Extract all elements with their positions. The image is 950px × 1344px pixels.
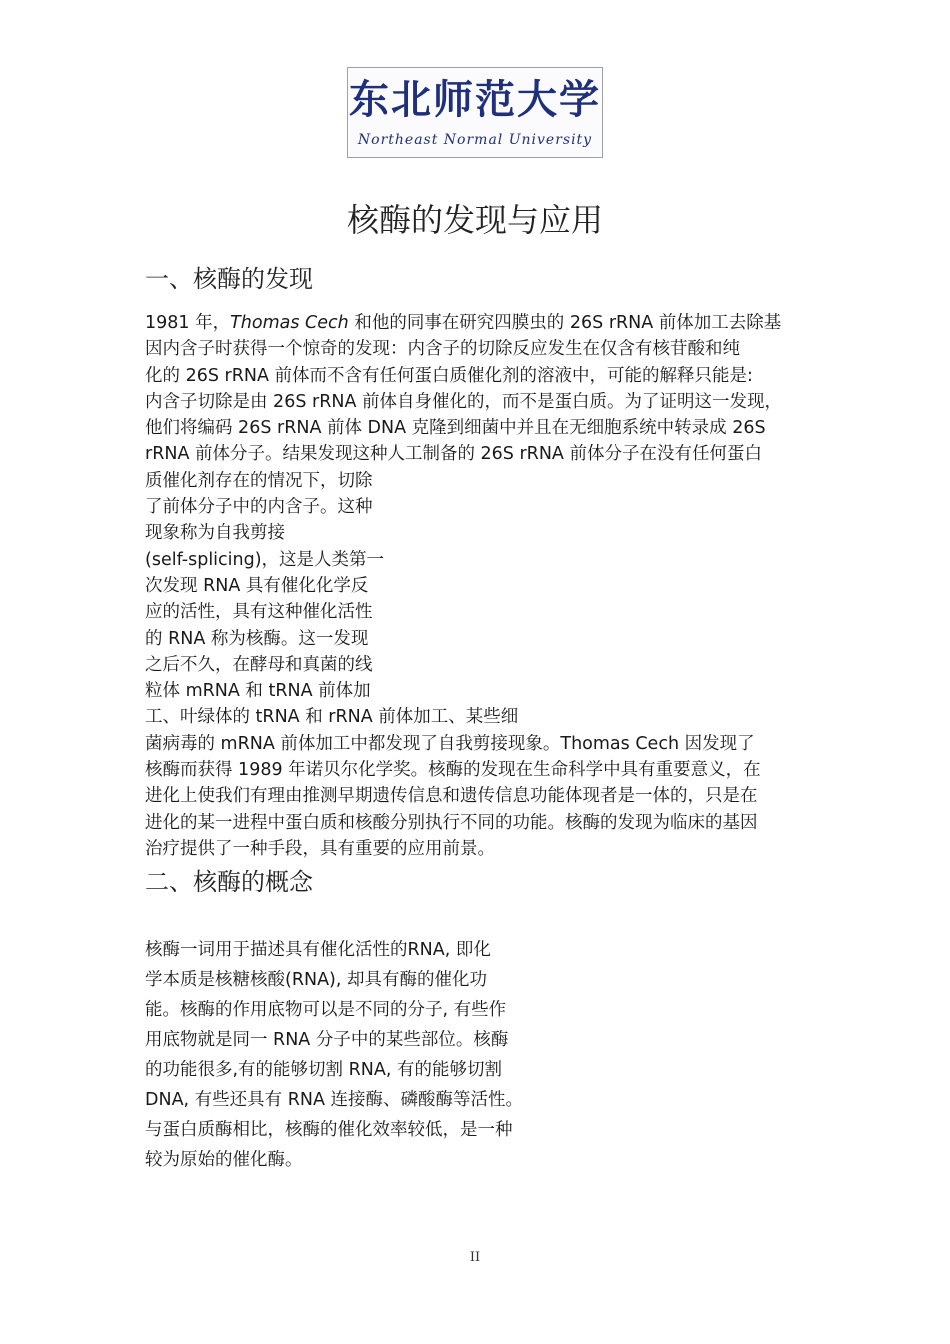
logo-english-name: Northeast Normal University xyxy=(357,132,593,148)
paragraph-line: 与蛋白质酶相比，核酶的催化效率较低，是一种 xyxy=(145,1120,513,1140)
paragraph-line: rRNA 前体分子。结果发现这种人工制备的 26S rRNA 前体分子在没有任何蛋白 xyxy=(145,444,762,465)
paragraph-line: 1981 年，Thomas Cech 和他的同事在研究四膜虫的 26S rRNA 前体加工去除基 xyxy=(145,313,782,333)
university-logo xyxy=(347,67,603,158)
paragraph-line: 学本质是核糖核酸(RNA), 却具有酶的催化功 xyxy=(145,970,488,990)
paragraph-line: 应的活性，具有这种催化活性 xyxy=(145,602,373,623)
paragraph-line: 工、叶绿体的 tRNA 和 rRNA 前体加工、某些细 xyxy=(145,707,519,728)
paragraph-line: 进化上使我们有理由推测早期遗传信息和遗传信息功能体现者是一体的，只是在 xyxy=(145,786,758,807)
paragraph-line: 质催化剂存在的情况下，切除 xyxy=(145,470,373,491)
paragraph-line: 现象称为自我剪接 xyxy=(145,523,285,544)
paragraph-line: 的功能很多,有的能够切割 RNA, 有的能够切割 xyxy=(145,1060,502,1080)
paragraph-line: (self-splicing)，这是人类第一 xyxy=(145,549,385,570)
paragraph-line: 粒体 mRNA 和 tRNA 前体加 xyxy=(145,681,371,702)
paragraph-line: 用底物就是同一 RNA 分子中的某些部位。核酶 xyxy=(145,1030,509,1050)
section-1-heading: 一、核酶的发现 xyxy=(145,265,313,293)
paragraph-line: 次发现 RNA 具有催化化学反 xyxy=(145,575,369,596)
section-2-paragraph xyxy=(145,935,523,1175)
paragraph-line: 菌病毒的 mRNA 前体加工中都发现了自我剪接现象。Thomas Cech 因发现了 xyxy=(145,733,755,754)
paragraph-line: 了前体分子中的内含子。这种 xyxy=(145,497,373,518)
paragraph-line: 内含子切除是由 26S rRNA 前体自身催化的，而不是蛋白质。为了证明这一发现， xyxy=(145,391,782,412)
paragraph-line: 化的 26S rRNA 前体而不含有任何蛋白质催化剂的溶液中，可能的解释只能是: xyxy=(145,365,753,386)
paragraph-line: 他们将编码 26S rRNA 前体 DNA 克隆到细菌中并且在无细胞系统中转录成 26S xyxy=(145,418,766,439)
paragraph-line: DNA, 有些还具有 RNA 连接酶、磷酸酶等活性。 xyxy=(145,1090,524,1110)
page-number: II xyxy=(469,1250,481,1265)
logo-chinese-name: 东北师范大学 xyxy=(349,76,601,123)
section-1-paragraph xyxy=(145,310,782,862)
paragraph-line: 较为原始的催化酶。 xyxy=(145,1150,303,1170)
paragraph-line: 因内含子时获得一个惊奇的发现：内含子的切除反应发生在仅含有核苷酸和纯 xyxy=(145,339,740,360)
paragraph-line: 的 RNA 称为核酶。这一发现 xyxy=(145,628,369,649)
paragraph-line: 核酶一词用于描述具有催化活性的RNA, 即化 xyxy=(145,940,491,960)
paragraph-line: 进化的某一进程中蛋白质和核酸分别执行不同的功能。核酶的发现为临床的基因 xyxy=(145,812,758,833)
paragraph-line: 之后不久，在酵母和真菌的线 xyxy=(145,654,373,675)
paragraph-line: 核酶而获得 1989 年诺贝尔化学奖。核酶的发现在生命科学中具有重要意义，在 xyxy=(145,760,761,781)
paragraph-line: 能。核酶的作用底物可以是不同的分子, 有些作 xyxy=(145,1000,507,1020)
paragraph-line: 治疗提供了一种手段，具有重要的应用前景。 xyxy=(145,838,495,859)
section-2-heading: 二、核酶的概念 xyxy=(145,868,313,896)
italic-name: Thomas Cech xyxy=(230,313,349,333)
document-title: 核酶的发现与应用 xyxy=(346,201,603,239)
